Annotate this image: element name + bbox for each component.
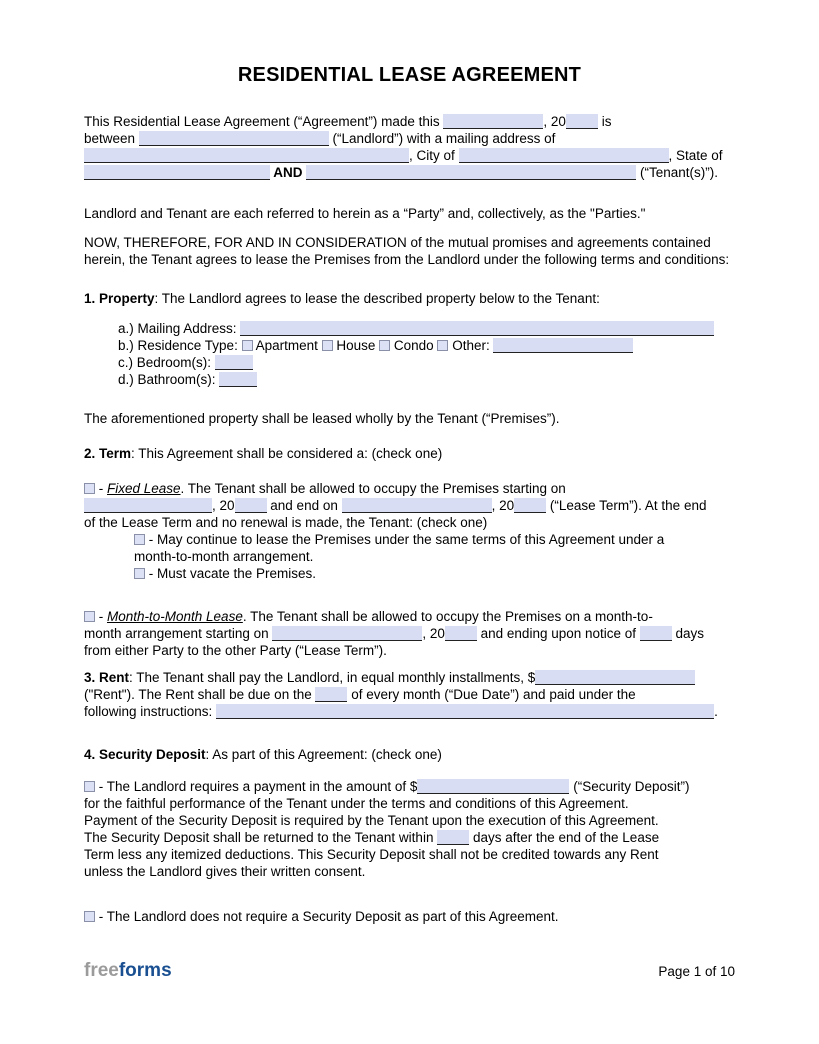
- text-run: . The Tenant shall be allowed to occupy the Premises on a month-to-: [242, 609, 653, 624]
- text-run: month-to-month arrangement.: [134, 549, 314, 564]
- field-deposit-amount[interactable]: [417, 779, 569, 794]
- field-agreement-date[interactable]: [443, 114, 543, 129]
- text-run: Landlord and Tenant are each referred to herein as a “Party” and, collectively, as the "Parties.": [84, 206, 646, 221]
- text-run: Term less any itemized deductions. This Security Deposit shall not be credited towards any Rent: [84, 847, 659, 862]
- text-run: unless the Landlord gives their written consent.: [84, 864, 366, 879]
- text-run: , 20: [491, 498, 515, 513]
- item-a-label: a.) Mailing Address:: [118, 321, 241, 336]
- field-landlord-mailing-address[interactable]: [84, 148, 409, 163]
- text-run: from either Party to the other Party (“Lease Term”).: [84, 643, 387, 658]
- field-mtm-start-date[interactable]: [272, 626, 422, 641]
- item-d-label: d.) Bathroom(s):: [118, 372, 220, 387]
- field-rent-due-day[interactable]: [315, 687, 347, 702]
- checkbox-fixed-must-vacate[interactable]: [134, 568, 145, 579]
- text-run: The aforementioned property shall be leased wholly by the Tenant (“Premises”).: [84, 411, 560, 426]
- text-run: AND: [270, 165, 307, 180]
- section-number-title: 2. Term: [84, 446, 132, 461]
- text-run: : The Landlord agrees to lease the described property below to the Tenant:: [154, 291, 600, 306]
- item-b-label: b.) Residence Type:: [118, 338, 242, 353]
- text-run: (“Tenant(s)”).: [636, 165, 719, 180]
- text-run: This Residential Lease Agreement (“Agreement”) made this: [84, 114, 444, 129]
- field-mtm-notice-days[interactable]: [640, 626, 672, 641]
- checkbox-other[interactable]: [437, 340, 448, 351]
- field-state[interactable]: [84, 165, 270, 180]
- option-label-apartment: Apartment: [252, 338, 322, 353]
- text-run: and ending upon notice of: [476, 626, 640, 641]
- property-items: [84, 320, 735, 388]
- logo-text-free: free: [84, 960, 119, 981]
- month-to-month-label: Month-to-Month Lease: [107, 609, 243, 624]
- text-run: - The Landlord requires a payment in the amount of $: [95, 779, 418, 794]
- text-run: (“Security Deposit”): [569, 779, 690, 794]
- text-run: , State of: [668, 148, 723, 163]
- text-run: for the faithful performance of the Tenant under the terms and conditions of this Agreement.: [84, 796, 629, 811]
- freeforms-logo: [84, 960, 172, 982]
- page-number: Page 1 of 10: [658, 963, 735, 979]
- field-tenant-name[interactable]: [306, 165, 636, 180]
- text-run: Payment of the Security Deposit is required by the Tenant upon the execution of this Agreement.: [84, 813, 659, 828]
- text-run: : As part of this Agreement: (check one): [205, 747, 442, 762]
- logo-text-forms: forms: [118, 960, 172, 981]
- fixed-lease-option-continue: [84, 531, 735, 565]
- section-property-heading: [84, 290, 735, 307]
- field-landlord-name[interactable]: [139, 131, 329, 146]
- item-c-label: c.) Bedroom(s):: [118, 355, 215, 370]
- text-run: ("Rent"). The Rent shall be due on the: [84, 687, 316, 702]
- text-run: of every month (“Due Date”) and paid under the: [347, 687, 636, 702]
- field-city[interactable]: [459, 148, 669, 163]
- field-bedrooms[interactable]: [215, 355, 253, 370]
- section-rent-paragraph: [84, 669, 735, 720]
- text-run: (“Landlord”) with a mailing address of: [328, 131, 556, 146]
- month-to-month-paragraph: [84, 608, 735, 659]
- text-run: : The Tenant shall pay the Landlord, in equal monthly installments, $: [129, 670, 536, 685]
- field-fixed-end-year[interactable]: [514, 498, 546, 513]
- field-fixed-start-date[interactable]: [84, 498, 212, 513]
- text-run: .: [714, 704, 718, 719]
- option-label-condo: Condo: [390, 338, 438, 353]
- field-rent-amount[interactable]: [535, 670, 695, 685]
- text-run: . The Tenant shall be allowed to occupy the Premises starting on: [180, 481, 566, 496]
- checkbox-month-to-month-lease[interactable]: [84, 611, 95, 622]
- field-agreement-year[interactable]: [566, 114, 598, 129]
- premises-paragraph: [84, 410, 735, 427]
- text-run: of the Lease Term and no renewal is made, the Tenant: (check one): [84, 515, 488, 530]
- page-title: RESIDENTIAL LEASE AGREEMENT: [237, 64, 582, 86]
- text-run: - The Landlord does not require a Security Deposit as part of this Agreement.: [95, 909, 559, 924]
- section-number-title: 3. Rent: [84, 670, 130, 685]
- field-property-mailing-address[interactable]: [240, 321, 714, 336]
- checkbox-fixed-continue-month-to-month[interactable]: [134, 534, 145, 545]
- checkbox-house[interactable]: [322, 340, 333, 351]
- text-run: : This Agreement shall be considered a: (check one): [131, 446, 443, 461]
- text-run: , City of: [409, 148, 459, 163]
- text-run: month arrangement starting on: [84, 626, 273, 641]
- text-run: between: [84, 131, 139, 146]
- field-payment-instructions[interactable]: [216, 704, 714, 719]
- checkbox-apartment[interactable]: [242, 340, 253, 351]
- checkbox-condo[interactable]: [379, 340, 390, 351]
- section-number-title: 4. Security Deposit: [84, 747, 206, 762]
- section-number-title: 1. Property: [84, 291, 155, 306]
- text-run: is: [597, 114, 612, 129]
- section-term-heading: [84, 445, 735, 462]
- parties-paragraph: [84, 205, 735, 222]
- field-fixed-end-date[interactable]: [342, 498, 492, 513]
- option-label-other: Other:: [448, 338, 494, 353]
- text-run: following instructions:: [84, 704, 217, 719]
- text-run: days: [671, 626, 705, 641]
- checkbox-fixed-lease[interactable]: [84, 483, 95, 494]
- checkbox-deposit-required[interactable]: [84, 781, 95, 792]
- text-run: - May continue to lease the Premises under the same terms of this Agreement under a: [145, 532, 665, 547]
- section-security-deposit-heading: [84, 746, 735, 763]
- text-run: and end on: [266, 498, 342, 513]
- field-mtm-start-year[interactable]: [445, 626, 477, 641]
- field-residence-other[interactable]: [493, 338, 633, 353]
- no-deposit-paragraph: [84, 908, 735, 925]
- fixed-lease-label: Fixed Lease: [107, 481, 181, 496]
- text-run: , 20: [543, 114, 566, 129]
- text-run: -: [95, 481, 107, 496]
- text-run: -: [95, 609, 107, 624]
- checkbox-no-deposit[interactable]: [84, 911, 95, 922]
- fixed-lease-option-vacate: [84, 565, 735, 582]
- consideration-paragraph: NOW, THEREFORE, FOR AND IN CONSIDERATION of the mutual promises and agreements contained herein, the Tenant agrees to lease the Premises from the Landlord under the following terms and conditions:: [84, 235, 730, 267]
- page-footer: [84, 960, 735, 982]
- text-run: days after the end of the Lease: [469, 830, 660, 845]
- text-run: , 20: [212, 498, 235, 513]
- text-run: - Must vacate the Premises.: [145, 566, 317, 581]
- intro-paragraph: [84, 113, 735, 181]
- text-run: The Security Deposit shall be returned to the Tenant within: [84, 830, 438, 845]
- text-run: , 20: [422, 626, 445, 641]
- deposit-required-paragraph: [84, 778, 735, 880]
- field-deposit-return-days[interactable]: [437, 830, 469, 845]
- option-label-house: House: [332, 338, 380, 353]
- field-bathrooms[interactable]: [219, 372, 257, 387]
- fixed-lease-paragraph: [84, 480, 735, 531]
- field-fixed-start-year[interactable]: [235, 498, 267, 513]
- text-run: (“Lease Term”). At the end: [546, 498, 707, 513]
